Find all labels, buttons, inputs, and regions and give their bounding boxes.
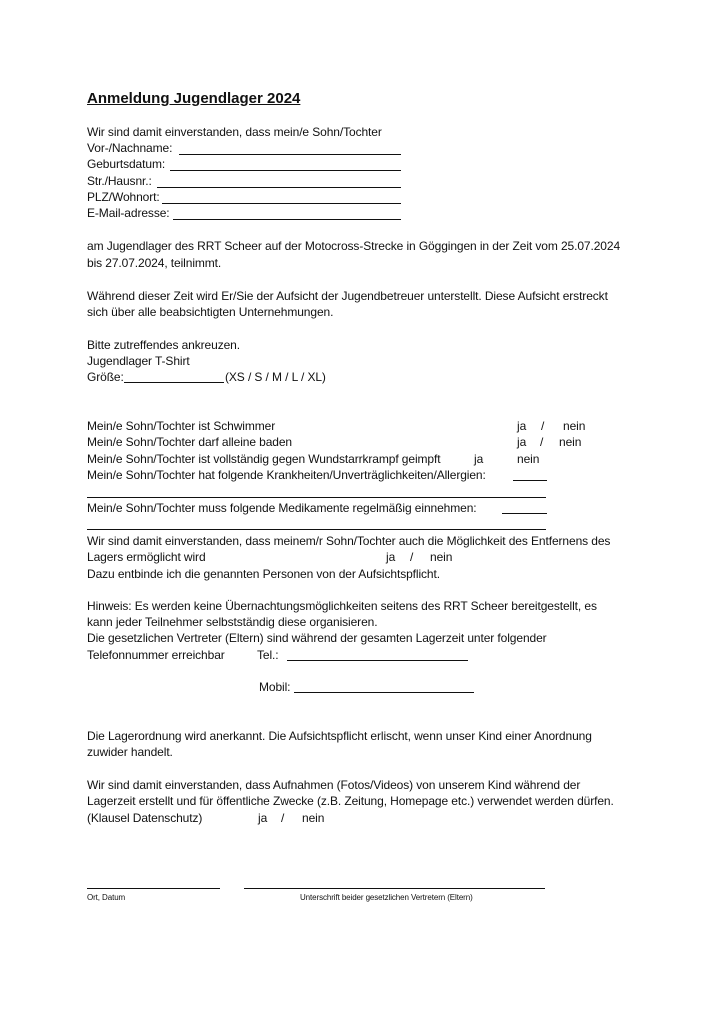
- rules-text-line1: Die Lagerordnung wird anerkannt. Die Aufsichtspflicht erlischt, wenn unser Kind einer Anordnung: [87, 729, 592, 743]
- place-date-label: Ort, Datum: [87, 893, 126, 902]
- leave-yes[interactable]: ja: [386, 550, 396, 564]
- contact-text-line2: Telefonnummer erreichbar: [87, 648, 225, 662]
- mobile-line[interactable]: [294, 692, 474, 693]
- tetanus-yes[interactable]: ja: [474, 452, 484, 466]
- photo-no[interactable]: nein: [302, 811, 325, 825]
- tick-instruction: Bitte zutreffendes ankreuzen.: [87, 338, 240, 352]
- name-line[interactable]: [179, 154, 401, 155]
- alone-bath-slash: /: [540, 435, 544, 449]
- street-label: Str./Hausnr.:: [87, 174, 152, 188]
- alone-bath-no[interactable]: nein: [559, 435, 582, 449]
- email-line[interactable]: [173, 219, 401, 220]
- tshirt-label: Jugendlager T-Shirt: [87, 354, 190, 368]
- swimmer-slash: /: [541, 419, 545, 433]
- alone-bath-yes[interactable]: ja: [517, 435, 527, 449]
- question-tetanus: Mein/e Sohn/Tochter ist vollständig gegen Wundstarrkrampf geimpft: [87, 452, 441, 466]
- swimmer-yes[interactable]: ja: [517, 419, 527, 433]
- question-alone-bath: Mein/e Sohn/Tochter darf alleine baden: [87, 435, 293, 449]
- photo-text-line2: Lagerzeit erstellt und für öffentliche Zwecke (z.B. Zeitung, Homepage etc.) verwendet werden dürfen.: [87, 794, 614, 808]
- leave-text-line2: Lagers ermöglicht wird: [87, 550, 206, 564]
- email-label: E-Mail-adresse:: [87, 206, 170, 220]
- hint-text-line1: Hinweis: Es werden keine Übernachtungsmöglichkeiten seitens des RRT Scheer bereitgestellt, es: [87, 599, 597, 613]
- leave-slash: /: [410, 550, 414, 564]
- tetanus-no[interactable]: nein: [517, 452, 540, 466]
- question-illness: Mein/e Sohn/Tochter hat folgende Krankheiten/Unverträglichkeiten/Allergien:: [87, 468, 486, 482]
- medication-short-line[interactable]: [502, 513, 547, 514]
- illness-short-line[interactable]: [513, 480, 547, 481]
- place-date-line[interactable]: [87, 888, 220, 889]
- swimmer-no[interactable]: nein: [563, 419, 586, 433]
- consent-intro: Wir sind damit einverstanden, dass mein/e Sohn/Tochter: [87, 125, 382, 139]
- supervision-text-line2: sich über alle beabsichtigten Unternehmungen.: [87, 305, 334, 319]
- rules-text-line2: zuwider handelt.: [87, 745, 173, 759]
- parents-signature-label: Unterschrift beider gesetzlichen Vertretern (Eltern): [300, 893, 473, 902]
- medication-line[interactable]: [87, 529, 546, 530]
- size-options: (XS / S / M / L / XL): [225, 370, 326, 384]
- hint-text-line2: kann jeder Teilnehmer selbstständig diese organisieren.: [87, 615, 378, 629]
- city-line[interactable]: [162, 203, 401, 204]
- photo-text-line3: (Klausel Datenschutz): [87, 811, 203, 825]
- tel-line[interactable]: [287, 660, 468, 661]
- birthdate-line[interactable]: [170, 170, 401, 171]
- parents-signature-line[interactable]: [244, 888, 545, 889]
- size-line[interactable]: [124, 382, 224, 383]
- leave-text-line3: Dazu entbinde ich die genannten Personen von der Aufsichtspflicht.: [87, 567, 440, 581]
- photo-text-line1: Wir sind damit einverstanden, dass Aufnahmen (Fotos/Videos) von unserem Kind während der: [87, 778, 581, 792]
- page-title: Anmeldung Jugendlager 2024: [87, 90, 301, 107]
- photo-slash: /: [281, 811, 285, 825]
- camp-text-line2: bis 27.07.2024, teilnimmt.: [87, 256, 222, 270]
- size-label: Größe:: [87, 370, 124, 384]
- tel-label: Tel.:: [257, 648, 279, 662]
- leave-no[interactable]: nein: [430, 550, 453, 564]
- illness-line[interactable]: [87, 497, 546, 498]
- street-line[interactable]: [157, 187, 401, 188]
- city-label: PLZ/Wohnort:: [87, 190, 160, 204]
- birthdate-label: Geburtsdatum:: [87, 157, 166, 171]
- question-medication: Mein/e Sohn/Tochter muss folgende Medikamente regelmäßig einnehmen:: [87, 501, 477, 515]
- leave-text-line1: Wir sind damit einverstanden, dass meinem/r Sohn/Tochter auch die Möglichkeit des Entfernens des: [87, 534, 611, 548]
- supervision-text-line1: Während dieser Zeit wird Er/Sie der Aufsicht der Jugendbetreuer unterstellt. Diese Aufsicht erstreckt: [87, 289, 608, 303]
- mobile-label: Mobil:: [259, 680, 291, 694]
- camp-text-line1: am Jugendlager des RRT Scheer auf der Motocross-Strecke in Göggingen in der Zeit vom 25.07.2024: [87, 239, 621, 253]
- photo-yes[interactable]: ja: [258, 811, 268, 825]
- name-label: Vor-/Nachname:: [87, 141, 173, 155]
- contact-text-line1: Die gesetzlichen Vertreter (Eltern) sind während der gesamten Lagerzeit unter folgender: [87, 631, 547, 645]
- question-swimmer: Mein/e Sohn/Tochter ist Schwimmer: [87, 419, 276, 433]
